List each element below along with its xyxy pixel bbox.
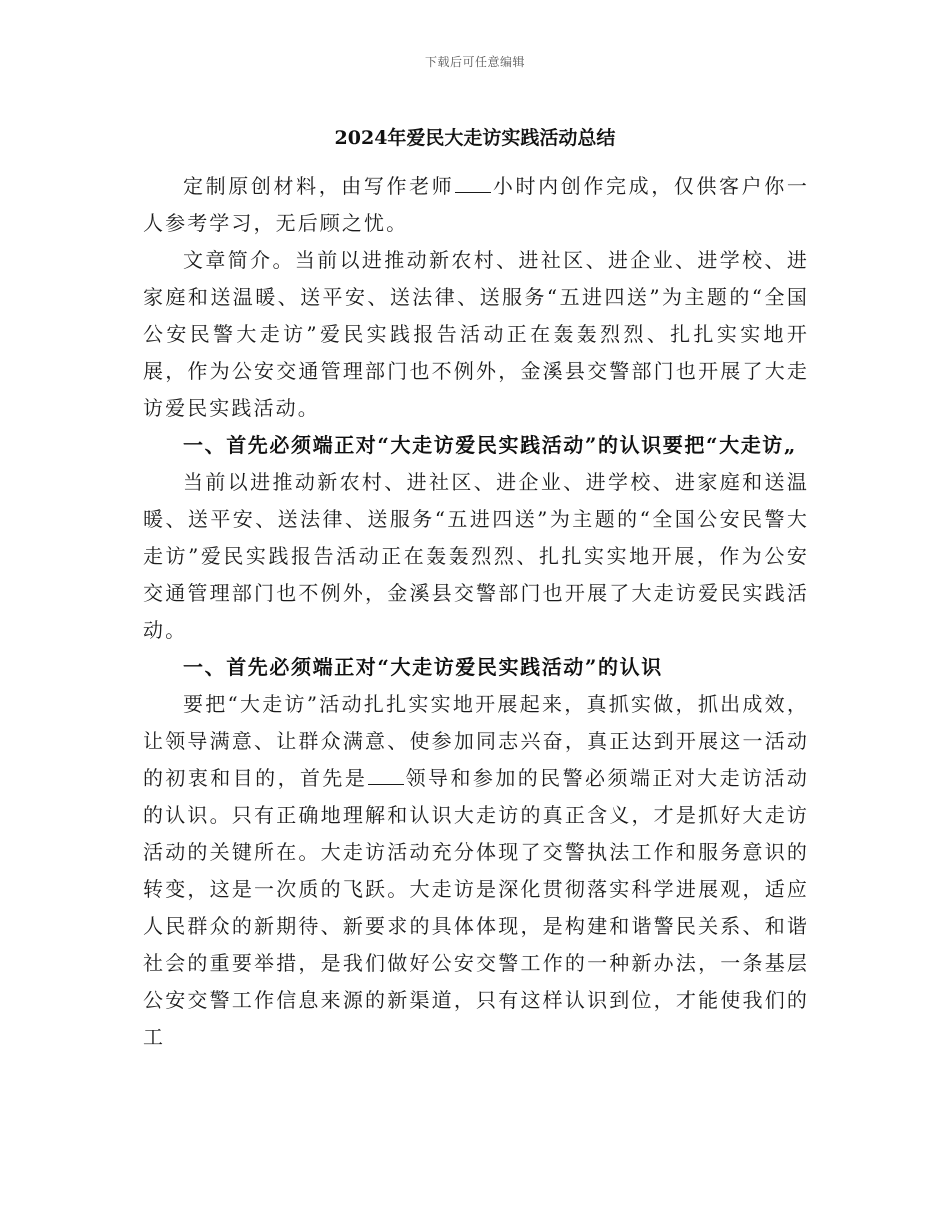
document-body (143, 168, 809, 1056)
fill-in-blank (368, 766, 404, 785)
section-heading-2: 一、首先必须端正对“大走访爱民实践活动”的认识 (183, 655, 663, 679)
header-note: 下载后可任意编辑 (424, 55, 525, 69)
intro-text-before-blank: 定制原创材料，由写作老师 (183, 174, 455, 198)
body-paragraph-2 (143, 686, 809, 1056)
body-paragraph-1: 当前以进推动新农村、进社区、进企业、进学校、进家庭和送温暖、送平安、送法律、送服务“五进四送”为主题的“全国公安民警大走访”爱民实践报告活动正在轰轰烈烈、扎扎实实地开展，作为公安交通管理部门也不例外，金溪县交警部门也开展了大走访爱民实践活动。 (143, 470, 809, 642)
summary-paragraph: 文章简介。当前以进推动新农村、进社区、进企业、进学校、进家庭和送温暖、送平安、送法律、送服务“五进四送”为主题的“全国公安民警大走访”爱民实践报告活动正在轰轰烈烈、扎扎实实地开展，作为公安交通管理部门也不例外，金溪县交警部门也开展了大走访爱民实践活动。 (143, 248, 809, 420)
document-title: 2024年爱民大走访实践活动总结 (334, 127, 616, 149)
fill-in-blank (455, 174, 491, 193)
intro-paragraph (143, 168, 809, 242)
intro-text-after-blank: 小时内创作完成，仅供客户你一人参考学习，无后顾之忧。 (143, 174, 810, 235)
section-heading-1: 一、首先必须端正对“大走访爱民实践活动”的认识要把“大走访„ (183, 433, 798, 457)
body-text-after-blank: 领导和参加的民警必须端正对大走访活动的认识。只有正确地理解和认识大走访的真正含义，才是抓好大走访活动的关键所在。大走访活动充分体现了交警执法工作和服务意识的转变，这是一次质的飞跃。大走访是深化贯彻落实科学进展观，适应人民群众的新期待、新要求的具体体现，是构建和谐警民关系、和谐社会的重要举措，是我们做好公安交警工作的一种新办法，一条基层公安交警工作信息来源的新渠道，只有这样认识到位，才能使我们的工 (143, 766, 809, 1049)
body-text-before-blank: 要把“大走访”活动扎扎实实地开展起来，真抓实做，抓出成效，让领导满意、让群众满意、使参加同志兴奋，真正达到开展这一活动的初衷和目的，首先是 (143, 692, 809, 790)
